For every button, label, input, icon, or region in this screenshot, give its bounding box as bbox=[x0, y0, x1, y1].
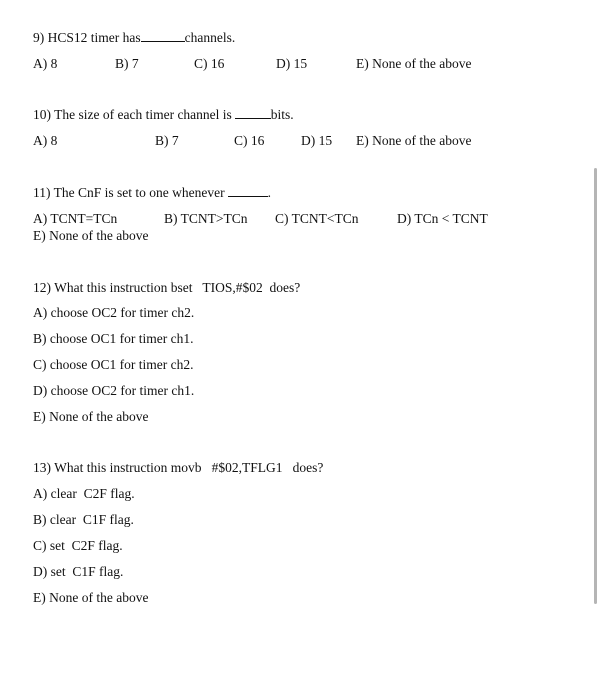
question-13-option-c: C) set C2F flag. bbox=[33, 538, 123, 553]
question-11-stem-end: . bbox=[267, 185, 271, 200]
question-11-option-b: B) TCNT>TCn bbox=[164, 211, 248, 226]
question-13-option-a: A) clear C2F flag. bbox=[33, 486, 135, 501]
question-10-option-d: D) 15 bbox=[301, 133, 333, 148]
question-12-option-c: C) choose OC1 for timer ch2. bbox=[33, 357, 194, 372]
question-10-option-a: A) 8 bbox=[33, 133, 58, 148]
question-13-option-d: D) set C1F flag. bbox=[33, 564, 124, 579]
question-12-option-a: A) choose OC2 for timer ch2. bbox=[33, 305, 195, 320]
question-9-option-d: D) 15 bbox=[276, 56, 308, 71]
question-13-option-b: B) clear C1F flag. bbox=[33, 512, 134, 527]
question-9-option-a: A) 8 bbox=[33, 56, 58, 71]
question-10-option-c: C) 16 bbox=[234, 133, 265, 148]
question-9-option-e: E) None of the above bbox=[356, 56, 472, 71]
question-11-option-d: D) TCn < TCNT bbox=[397, 211, 488, 226]
answer-blank bbox=[141, 30, 185, 42]
question-11-stem bbox=[33, 185, 271, 201]
question-11-stem-start: 11) The CnF is set to one whenever bbox=[33, 185, 225, 200]
question-12-option-b: B) choose OC1 for timer ch1. bbox=[33, 331, 194, 346]
question-9-option-b: B) 7 bbox=[115, 56, 139, 71]
question-13-option-e: E) None of the above bbox=[33, 590, 149, 605]
question-12-option-d: D) choose OC2 for timer ch1. bbox=[33, 383, 195, 398]
question-11-option-c: C) TCNT<TCn bbox=[275, 211, 359, 226]
answer-blank bbox=[228, 185, 268, 197]
question-10-stem bbox=[33, 107, 294, 123]
question-12-stem: 12) What this instruction bset TIOS,#$02 does? bbox=[33, 280, 301, 295]
question-10-stem-start: 10) The size of each timer channel is bbox=[33, 107, 232, 122]
question-10-stem-end: bits. bbox=[270, 107, 294, 122]
answer-blank bbox=[235, 107, 271, 119]
question-11-option-a: A) TCNT=TCn bbox=[33, 211, 118, 226]
question-9-stem-end: channels. bbox=[184, 30, 236, 45]
question-12-option-e: E) None of the above bbox=[33, 409, 149, 424]
question-10-option-b: B) 7 bbox=[155, 133, 179, 148]
question-9-option-c: C) 16 bbox=[194, 56, 225, 71]
question-9-stem-start: 9) HCS12 timer has bbox=[33, 30, 141, 45]
question-10-option-e: E) None of the above bbox=[356, 133, 472, 148]
question-13-stem: 13) What this instruction movb #$02,TFLG1 does? bbox=[33, 460, 324, 475]
question-9-stem bbox=[33, 30, 235, 46]
vertical-scrollbar[interactable] bbox=[594, 168, 597, 604]
question-11-option-e: E) None of the above bbox=[33, 228, 149, 243]
